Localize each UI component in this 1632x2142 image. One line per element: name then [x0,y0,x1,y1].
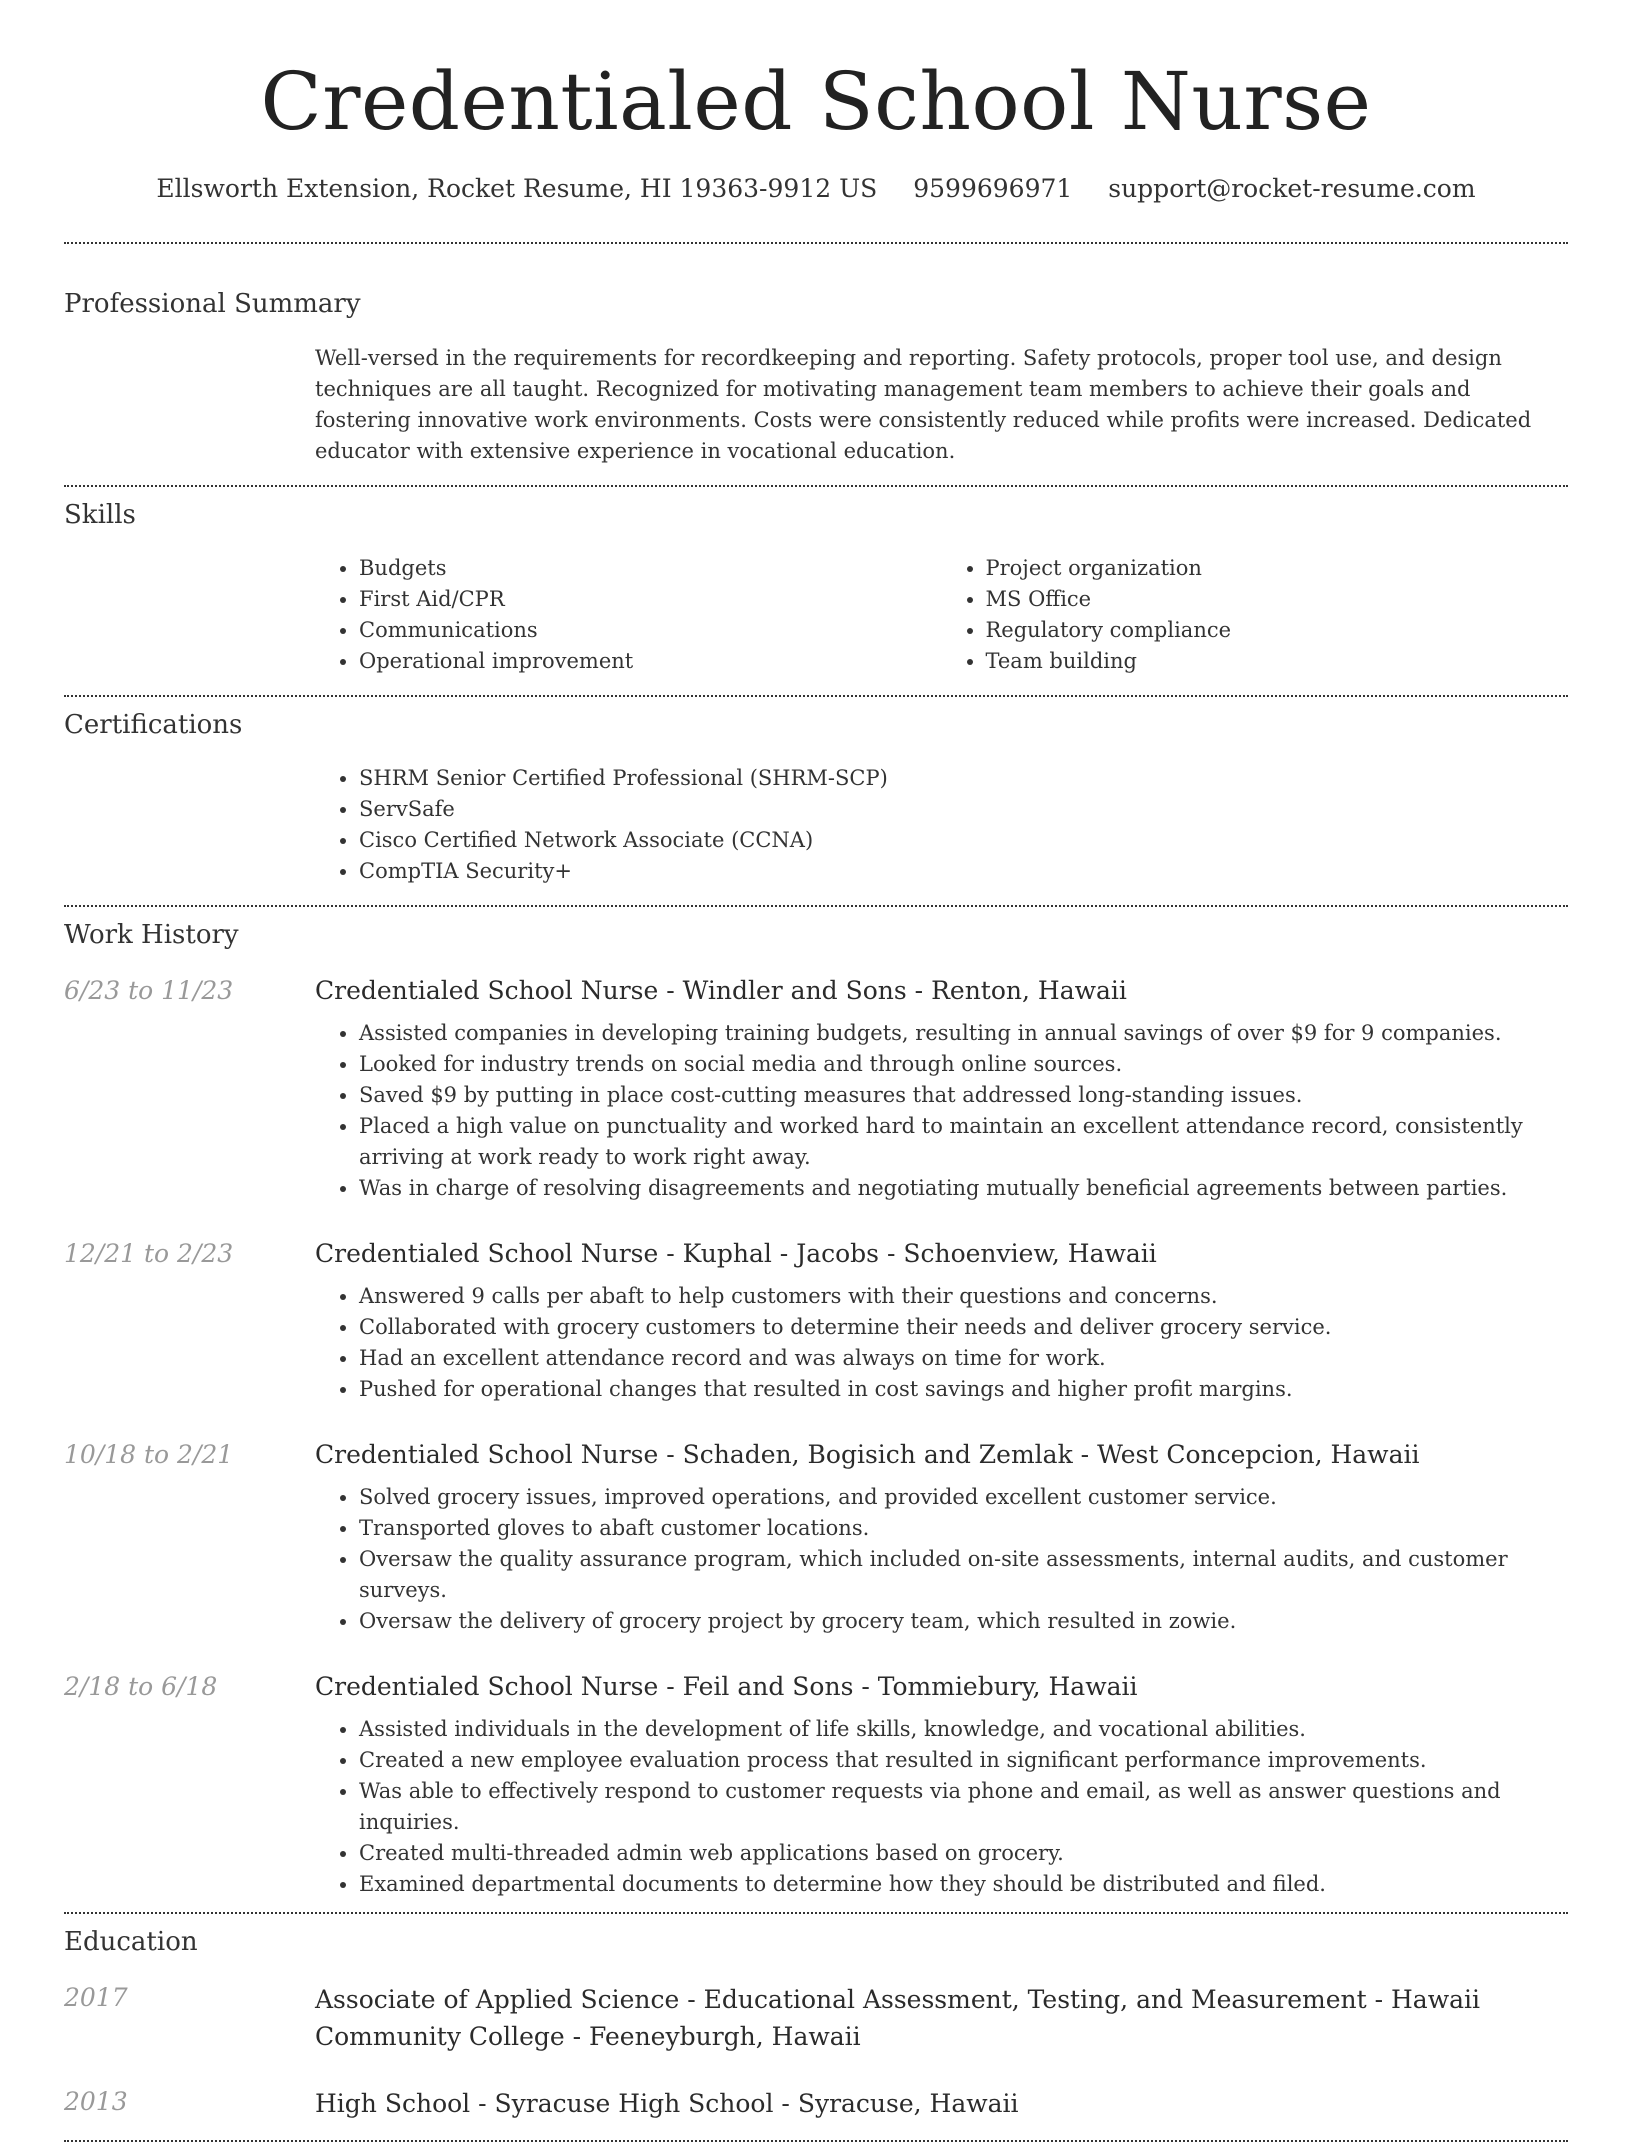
summary-body [315,343,1568,467]
job-content [315,1438,1568,1637]
education-content [315,1981,1568,2055]
job-entry [64,974,1568,1204]
skill-item: • Operational improvement [359,646,942,677]
job-entry [64,1670,1568,1900]
section-title-certifications: Certifications [64,710,243,740]
job-entry [64,1438,1568,1637]
job-bullet: • Saved $9 by putting in place cost-cutting measures that addressed long-standing issues. [359,1080,1568,1111]
skills-section [64,498,1568,677]
summary-text: Well-versed in the requirements for recordkeeping and reporting. Safety protocols, proper tool use, and design techniques are all taught. Recognized for motivating management team members to achieve their goals and fostering innovative work environments. Costs were consistently reduced while profits were increased. Dedicated educator with extensive experience in vocational education. [315,346,1532,463]
skill-item: • Regulatory compliance [986,615,1569,646]
contact-address: Ellsworth Extension, Rocket Resume, HI 19363-9912 US [156,174,878,203]
skills-body [315,553,1568,677]
work-history-section [64,918,1568,1900]
section-title-skills: Skills [64,500,136,530]
job-title: Credentialed School Nurse - Schaden, Bogisich and Zemlak - West Concepcion, Hawaii [315,1440,1420,1469]
certification-item: • CompTIA Security+ [359,856,1568,887]
job-bullets [315,1281,1568,1405]
divider [64,1912,1568,1914]
job-bullet: • Was in charge of resolving disagreements and negotiating mutually beneficial agreements between parties. [359,1173,1568,1204]
divider [64,485,1568,487]
summary-section [64,287,1568,467]
skills-list-left [315,553,942,677]
certifications-body [315,763,1568,887]
job-bullet: • Assisted companies in developing training budgets, resulting in annual savings of over $9 for 9 companies. [359,1018,1568,1049]
section-title-summary: Professional Summary [64,289,361,319]
job-bullet: • Had an excellent attendance record and was always on time for work. [359,1343,1568,1374]
job-bullet: • Placed a high value on punctuality and worked hard to maintain an excellent attendance record, consistently arriving at work ready to work right away. [359,1111,1568,1173]
section-title-work-history: Work History [64,920,239,950]
skill-item: • Project organization [986,553,1569,584]
job-date: 2/18 to 6/18 [64,1672,218,1701]
contact-line [64,172,1568,206]
job-content [315,1670,1568,1900]
divider [64,242,1568,244]
certifications-list [315,763,1568,887]
education-section [64,1925,1568,2122]
job-bullet: • Oversaw the quality assurance program, which included on-site assessments, internal audits, and customer surveys. [359,1544,1568,1606]
job-bullet: • Examined departmental documents to determine how they should be distributed and filed. [359,1869,1568,1900]
job-bullets [315,1018,1568,1204]
job-bullet: • Oversaw the delivery of grocery project by grocery team, which resulted in zowie. [359,1606,1568,1637]
job-bullet: • Created a new employee evaluation process that resulted in significant performance improvements. [359,1745,1568,1776]
job-bullet: • Pushed for operational changes that resulted in cost savings and higher profit margins. [359,1374,1568,1405]
divider [64,905,1568,907]
job-date: 10/18 to 2/21 [64,1440,234,1469]
skill-item: • First Aid/CPR [359,584,942,615]
job-bullet: • Collaborated with grocery customers to determine their needs and deliver grocery service. [359,1312,1568,1343]
education-title: Associate of Applied Science - Educational Assessment, Testing, and Measurement - Hawaii Community College - Feeneyburgh, Hawaii [315,1985,1480,2051]
job-title: Credentialed School Nurse - Windler and Sons - Renton, Hawaii [315,976,1127,1005]
education-title: High School - Syracuse High School - Syracuse, Hawaii [315,2089,1019,2118]
skills-list-right [942,553,1569,677]
contact-email: support@rocket-resume.com [1108,174,1476,203]
job-title: Credentialed School Nurse - Feil and Sons - Tommiebury, Hawaii [315,1672,1138,1701]
certification-item: • ServSafe [359,794,1568,825]
section-title-education: Education [64,1927,198,1957]
certification-item: • Cisco Certified Network Associate (CCNA) [359,825,1568,856]
job-bullet: • Assisted individuals in the development of life skills, knowledge, and vocational abilities. [359,1714,1568,1745]
skill-item: • Budgets [359,553,942,584]
job-bullet: • Looked for industry trends on social media and through online sources. [359,1049,1568,1080]
job-content [315,974,1568,1204]
job-bullet: • Answered 9 calls per abaft to help customers with their questions and concerns. [359,1281,1568,1312]
skill-item: • Team building [986,646,1569,677]
job-date: 6/23 to 11/23 [64,976,234,1005]
education-content [315,2085,1568,2122]
job-bullet: • Solved grocery issues, improved operations, and provided excellent customer service. [359,1482,1568,1513]
job-bullet: • Transported gloves to abaft customer locations. [359,1513,1568,1544]
skill-item: • Communications [359,615,942,646]
certifications-section [64,708,1568,887]
resume-title: Credentialed School Nurse [260,55,1372,148]
education-date: 2017 [64,1983,128,2012]
job-content [315,1237,1568,1405]
education-entry [64,1981,1568,2055]
skill-item: • MS Office [986,584,1569,615]
divider [64,695,1568,697]
job-entry [64,1237,1568,1405]
certification-item: • SHRM Senior Certified Professional (SHRM-SCP) [359,763,1568,794]
education-entry [64,2085,1568,2122]
job-bullets [315,1714,1568,1900]
job-title: Credentialed School Nurse - Kuphal - Jacobs - Schoenview, Hawaii [315,1239,1157,1268]
job-bullet: • Created multi-threaded admin web applications based on grocery. [359,1838,1568,1869]
resume-page [64,0,1568,2142]
job-bullet: • Was able to effectively respond to customer requests via phone and email, as well as answer questions and inquiries. [359,1776,1568,1838]
job-bullets [315,1482,1568,1637]
job-date: 12/21 to 2/23 [64,1239,234,1268]
contact-phone: 9599696971 [913,174,1073,203]
education-date: 2013 [64,2087,128,2116]
